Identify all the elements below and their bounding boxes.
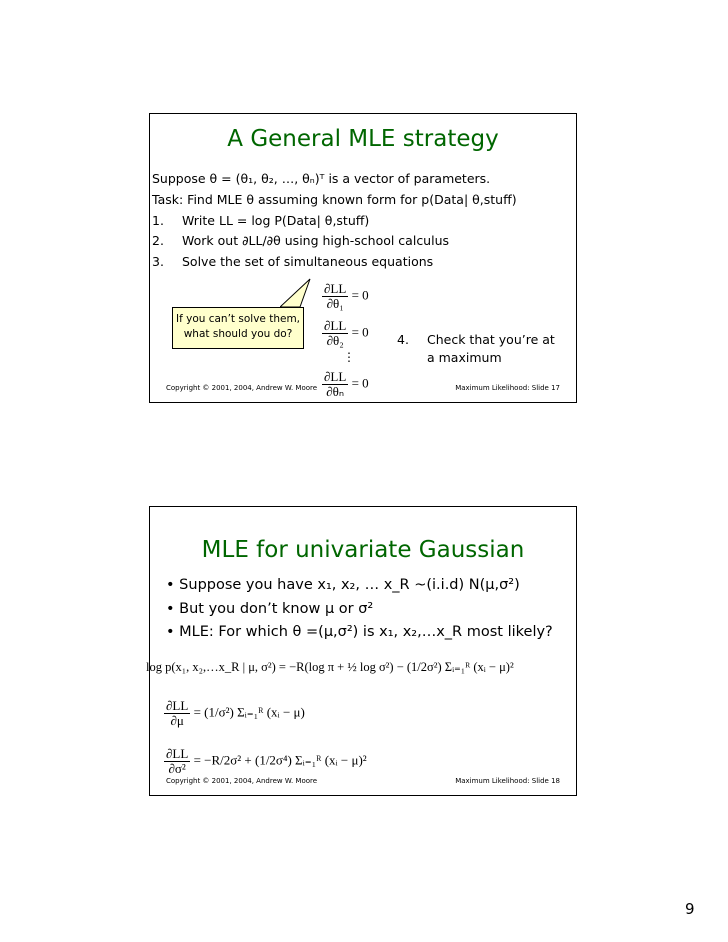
eq-numerator: ∂LL — [166, 698, 189, 713]
eq-numerator: ∂LL — [324, 281, 347, 296]
step-text: Solve the set of simultaneous equations — [182, 254, 434, 269]
step-1 — [152, 213, 369, 228]
eq-denominator: ∂θ₂ — [326, 333, 344, 348]
footer-slide-number: Maximum Likelihood: Slide 17 — [455, 384, 560, 392]
step-number: 2. — [152, 233, 164, 248]
footer-slide-number: Maximum Likelihood: Slide 18 — [455, 777, 560, 785]
eq-denominator: ∂θ₁ — [326, 296, 344, 311]
step-4 — [397, 332, 555, 347]
log-likelihood-equation: log p(x₁, x₂,…x_R | μ, σ²) = −R(log π + ½ log σ²) − (1/2σ²) Σᵢ₌₁ᴿ (xᵢ − μ)² — [146, 660, 514, 674]
step-text: Work out ∂LL/∂θ using high-school calculus — [182, 233, 450, 248]
footer-copyright: Copyright © 2001, 2004, Andrew W. Moore — [166, 777, 318, 785]
derivative-mu-equation — [164, 699, 305, 728]
bullet-text: Suppose you have x₁, x₂, … x_R ~(i.i.d) N(μ,σ²) — [179, 577, 520, 593]
step-number: 1. — [152, 213, 164, 228]
eq-denominator: ∂θₙ — [326, 384, 345, 399]
eq-rhs: = −R/2σ² + (1/2σ⁴) Σᵢ₌₁ᴿ (xᵢ − μ)² — [193, 752, 367, 768]
step-text: Write LL = log P(Data| θ,stuff) — [182, 213, 370, 228]
derivative-sigma-equation — [164, 747, 367, 776]
eq-rhs: = 0 — [351, 287, 369, 303]
step-text: Check that you’re at — [427, 332, 555, 347]
equation-1 — [322, 282, 369, 311]
slide-title: MLE for univariate Gaussian — [201, 537, 525, 563]
slide-17 — [149, 113, 577, 403]
step-number: 3. — [152, 254, 164, 269]
callout-line: If you can’t solve them, — [175, 313, 301, 325]
bullet-item: • MLE: For which θ =(μ,σ²) is x₁, x₂,…x_R most likely? — [166, 624, 553, 640]
eq-numerator: ∂LL — [166, 746, 189, 761]
bullet-item: • Suppose you have x₁, x₂, … x_R ~(i.i.d) N(μ,σ²) — [166, 577, 520, 593]
eq-denominator: ∂μ — [170, 713, 184, 728]
equation-n — [322, 370, 369, 399]
callout-line: what should you do? — [183, 328, 293, 340]
step-2 — [152, 233, 449, 248]
footer-copyright: Copyright © 2001, 2004, Andrew W. Moore — [166, 384, 318, 392]
page-number: 9 — [685, 900, 695, 918]
eq-numerator: ∂LL — [324, 318, 347, 333]
equation-2 — [322, 319, 369, 348]
step-4-continued: a maximum — [427, 350, 502, 365]
eq-rhs: = (1/σ²) Σᵢ₌₁ᴿ (xᵢ − μ) — [193, 704, 305, 720]
slide-title: A General MLE strategy — [227, 126, 499, 152]
bullet-text: MLE: For which θ =(μ,σ²) is x₁, x₂,…x_R most likely? — [179, 624, 553, 640]
intro-line-1: Suppose θ = (θ₁, θ₂, …, θₙ)ᵀ is a vector of parameters. — [152, 171, 491, 186]
slide-18 — [146, 506, 577, 796]
eq-denominator: ∂σ² — [168, 761, 186, 776]
bullet-item: • But you don’t know μ or σ² — [166, 601, 374, 617]
step-3 — [152, 254, 433, 269]
eq-rhs: = 0 — [351, 324, 369, 340]
bullet-text: But you don’t know μ or σ² — [179, 601, 374, 617]
vertical-dots: ⋮ — [343, 350, 355, 364]
callout-box — [172, 307, 304, 349]
eq-numerator: ∂LL — [324, 369, 347, 384]
step-number: 4. — [397, 332, 409, 347]
eq-rhs: = 0 — [351, 375, 369, 391]
intro-line-2: Task: Find MLE θ assuming known form for p(Data| θ,stuff) — [152, 192, 517, 207]
